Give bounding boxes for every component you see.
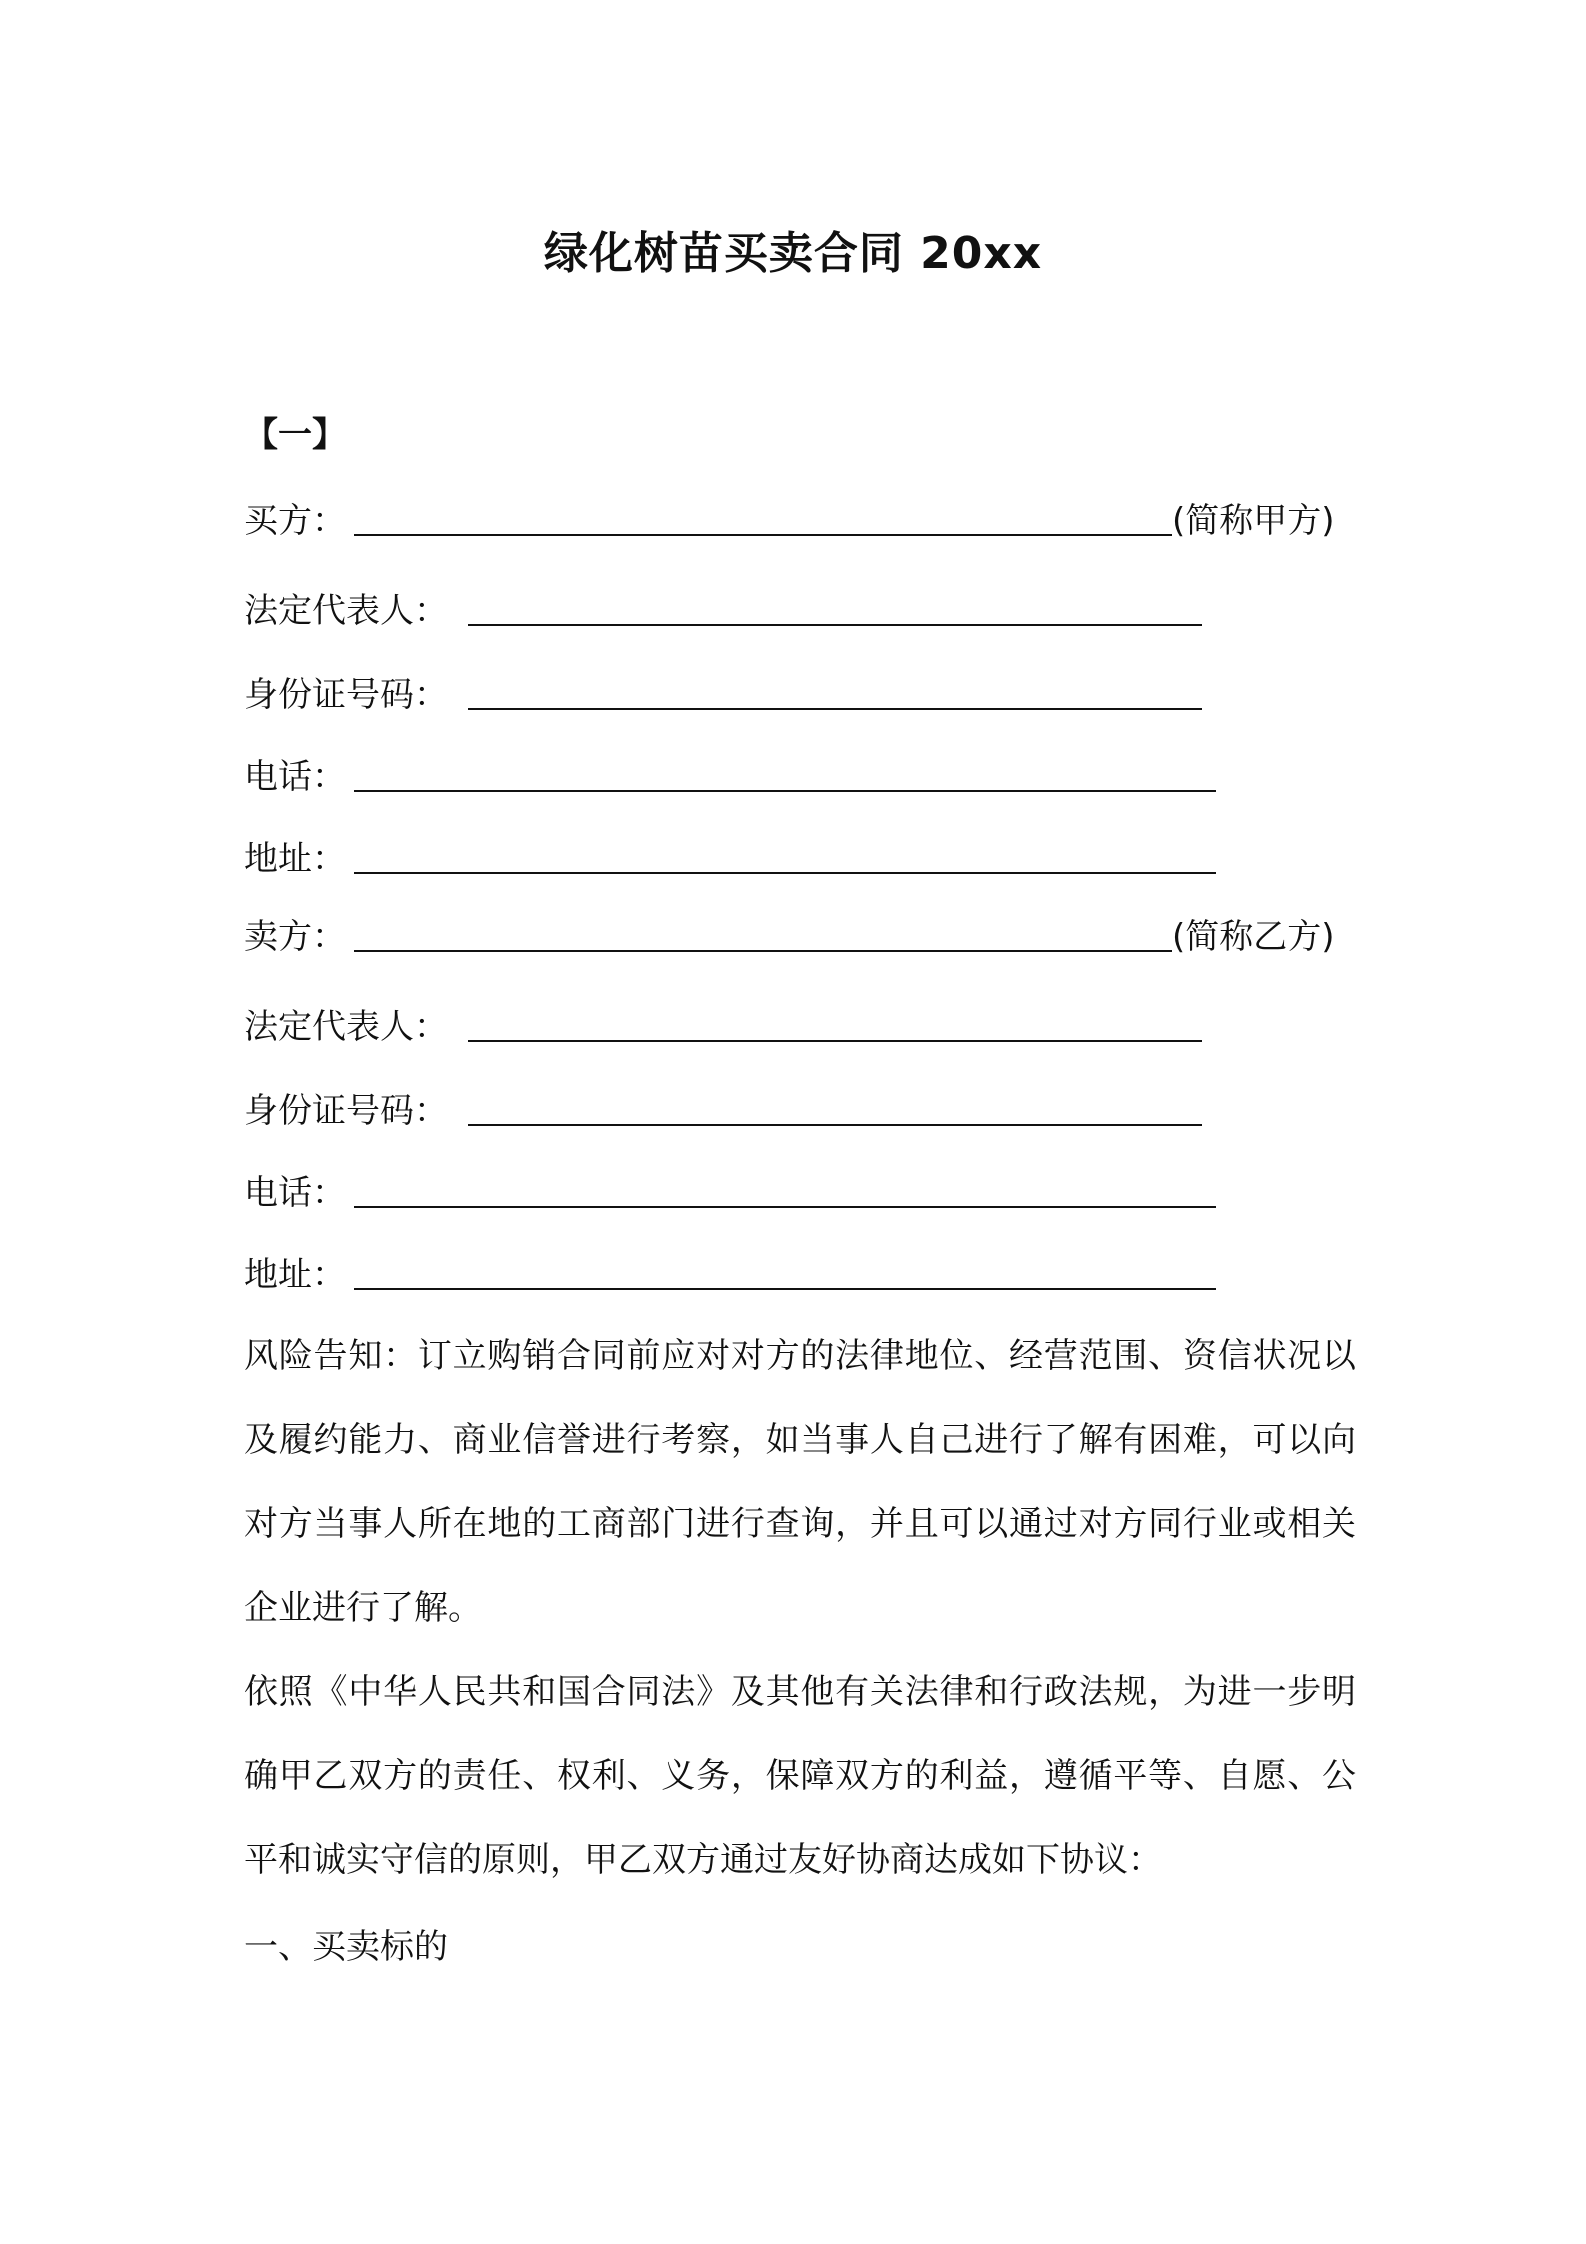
buyer-label: 买方： [244,501,346,541]
seller-address-label: 地址： [244,1255,346,1295]
preamble-paragraph [244,1650,1356,1902]
seller-suffix: (简称乙方) [1172,917,1335,957]
seller-id-label: 身份证号码： [244,1091,448,1131]
seller-id-blank[interactable] [468,1124,1202,1126]
buyer-phone-label: 电话： [244,757,346,797]
seller-name-blank[interactable] [354,950,1172,952]
buyer-phone-blank[interactable] [354,790,1216,792]
buyer-id-label: 身份证号码： [244,675,448,715]
buyer-address-blank[interactable] [354,872,1216,874]
buyer-name-field[interactable] [244,496,1335,546]
section-mark: 【一】 [244,415,346,455]
seller-rep-field[interactable] [244,1002,448,1052]
seller-address-field[interactable] [244,1250,346,1300]
seller-rep-blank[interactable] [468,1040,1202,1042]
document-title: 绿化树苗买卖合同 20xx [543,228,1043,279]
preamble-text: 依照《中华人民共和国合同法》及其他有关法律和行政法规，为进一步明确甲乙双方的责任、权利、义务，保障双方的利益，遵循平等、自愿、公平和诚实守信的原则，甲乙双方通过友好协商达成如下协议： [244,1672,1356,1880]
buyer-rep-field[interactable] [244,586,448,636]
buyer-id-blank[interactable] [468,708,1202,710]
seller-address-blank[interactable] [354,1288,1216,1290]
buyer-address-label: 地址： [244,839,346,879]
seller-label: 卖方： [244,917,346,957]
seller-phone-field[interactable] [244,1168,346,1218]
seller-phone-blank[interactable] [354,1206,1216,1208]
buyer-address-field[interactable] [244,834,346,884]
buyer-id-field[interactable] [244,670,448,720]
buyer-rep-blank[interactable] [468,624,1202,626]
clause-1-heading: 一、买卖标的 [244,1927,448,1967]
buyer-phone-field[interactable] [244,752,346,802]
risk-notice-text: 风险告知：订立购销合同前应对对方的法律地位、经营范围、资信状况以及履约能力、商业信誉进行考察，如当事人自己进行了解有困难，可以向对方当事人所在地的工商部门进行查询，并且可以通过对方同行业或相关企业进行了解。 [244,1336,1356,1628]
seller-id-field[interactable] [244,1086,448,1136]
seller-rep-label: 法定代表人： [244,1007,448,1047]
risk-notice-paragraph [244,1314,1356,1650]
buyer-name-blank[interactable] [354,534,1172,536]
seller-phone-label: 电话： [244,1173,346,1213]
buyer-rep-label: 法定代表人： [244,591,448,631]
seller-name-field[interactable] [244,912,1335,962]
buyer-suffix: (简称甲方) [1172,501,1335,541]
